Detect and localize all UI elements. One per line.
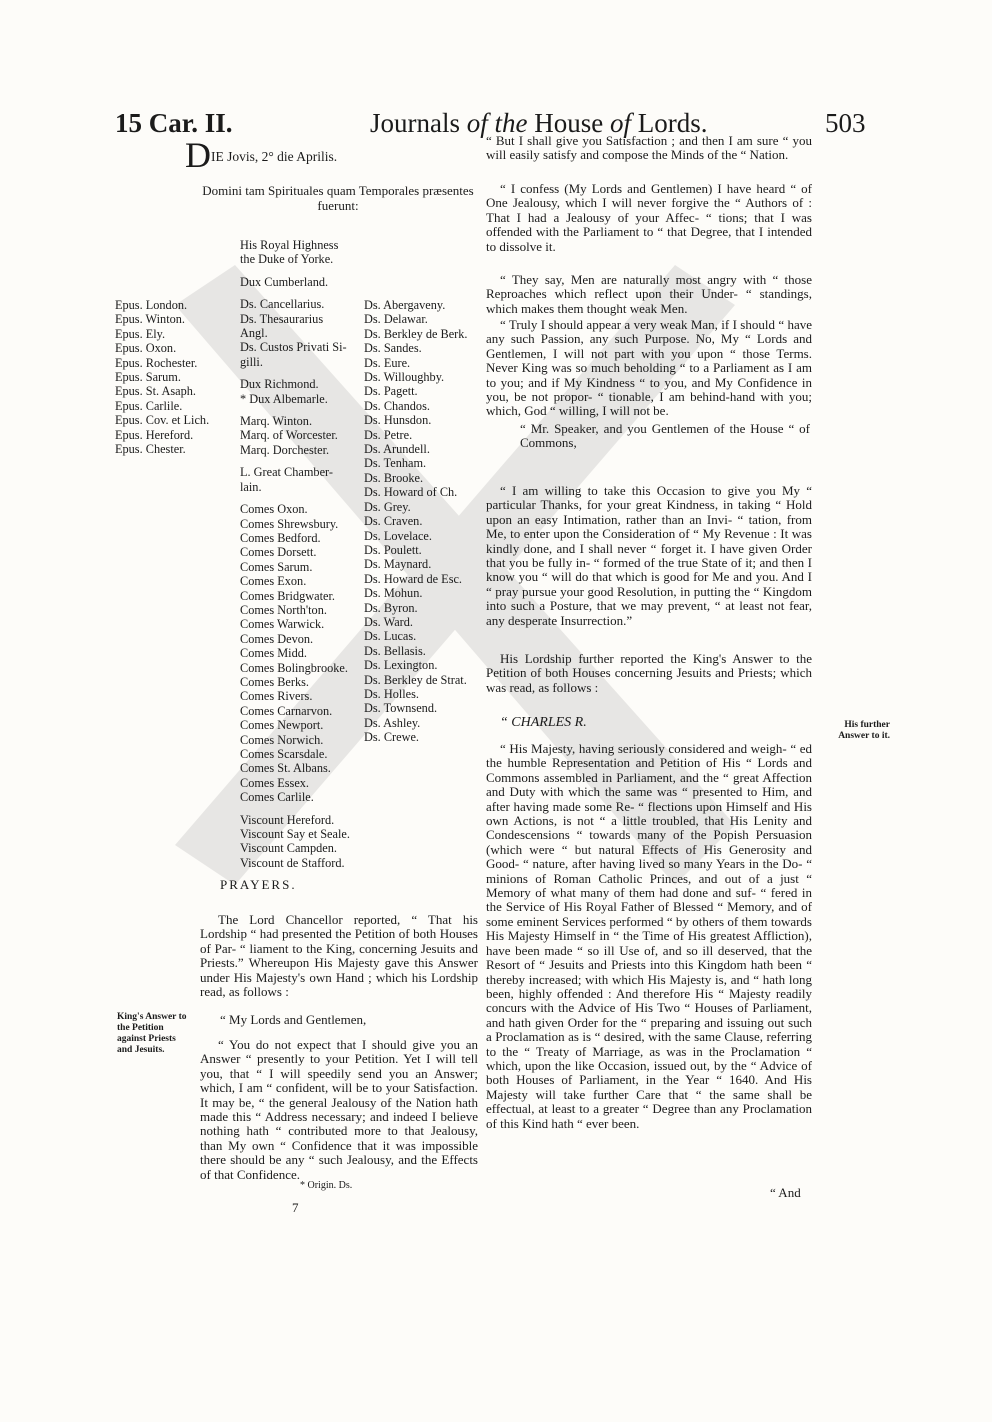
list-item: L. Great Chamber- xyxy=(240,465,333,480)
list-item: Ds. Maynard. xyxy=(364,557,432,572)
right-para-6: “ I am willing to take this Occasion to give you My “ particular Thanks, for your great Kindness, in taking “ Hold upon an easy Intimation, rather than an Invi- “ tation, from Me, to enter upon the Consideration of “ My Revenue : It was kindly done, and I shall never “ forget it. I have given Order that you be fully in- “ formed of the true State of it; and then I know you “ will do that which is good for Me and you. And I “ pray pursue your good Resolution, in putting the “ Kingdom into such a Posture, that we may prevent, “ at least not fear, any desperate Insurrection.” xyxy=(486,483,812,628)
king-answer: “ You do not expect that I should give you an Answer “ presently to your Petition. Yet I will tell you, that “ I will speedily send you an Answer; which, I am “ confident, will be to your Satisfaction. It may be, “ the general Jealousy of the Nation hath made this “ Address necessary; and indeed I believe nothing hath “ contributed more to that Jealousy, than My own “ Confidence that it was impossible there should be any “ such Jealousy, and the Effects of that Confidence. xyxy=(200,1037,478,1182)
list-item: Ds. Chandos. xyxy=(364,398,430,413)
list-item: Comes Exon. xyxy=(240,574,307,589)
journal-title: Journals of the House of Lords. xyxy=(370,108,708,138)
right-para-2: “ I confess (My Lords and Gentlemen) I have heard “ of One Jealousy, which I will never forgive the “ Authors of : That I had a Jealousy of your Affec- “ tions; that I was offended with the Parliament to “ that Degree, that I intended to dissolve it. xyxy=(486,181,812,254)
list-item: gilli. xyxy=(240,354,263,369)
list-item: Ds. Delawar. xyxy=(364,312,428,327)
regnal-year: 15 Car. II. xyxy=(115,108,233,138)
list-item: Epus. Hereford. xyxy=(115,427,194,442)
right-para-3: “ They say, Men are naturally most angry with “ those Reproaches which reflect upon their Under- “ standings, which makes them thought weak Men. xyxy=(486,272,812,316)
list-item: Ds. Cancellarius. xyxy=(240,297,325,312)
list-item: Ds. Townsend. xyxy=(364,701,438,716)
list-item: Ds. Sandes. xyxy=(364,341,422,356)
list-item: Ds. Berkley de Strat. xyxy=(364,672,467,687)
right-para-9: “ His Majesty, having seriously considered and weigh- “ ed the humble Representation and Petition of His “ Lords and Commons assembled in Parliament, and the “ great Affection and Duty with which the same was “ presented to Him, and after having made some Re- “ flections upon Himself and His own Actions, is not “ a little troubled, that His Lenity and Condescensions “ towards many of the Popish Persuasion (which were “ but natural Effects of His Generosity and Good- “ nature, after having lived so many Years in the Do- “ minions of Roman Catholic Princes, and out of a just “ Memory of what many of them had done and suf- “ fered in the Service of His Royal Father of Blessed “ Memory, and of some eminent Services performed “ by others of them towards His Majesty Himself in “ the Time of His greatest Affliction), have been made “ so ill Use of, and so ill deserved, that the Resort of “ Jesuits and Priests into this Kingdom hath been “ thereby increased; with which His Majesty is, and “ hath long been, highly offended : And therefore His “ Majesty readily concurs with the Advice of His Two “ Houses of Parliament, and hath given Order for the “ preparing and issuing out such a Proclamation as is “ desired, with the same Clause, referring to the “ Treaty of Marriage, as was in the Proclamation “ which, upon the like Occasion, issued out, by the “ Advice of both Houses of Parliament, in the Year “ 1640. And His Majesty will take further Care that “ the same shall be effectual, at least to a greater “ Degree than any Proclamation of this Kind hath “ ever been. xyxy=(486,741,812,1131)
date-line: DIE Jovis, 2° die Aprilis. xyxy=(185,135,338,175)
margin-note-right: His further Answer to it. xyxy=(838,720,890,741)
list-item: Comes Oxon. xyxy=(240,502,308,517)
right-para-7: His Lordship further reported the King's Answer to the Petition of both Houses concerning Jesuits and Priests; which was read, as follows : xyxy=(486,651,812,695)
list-item: Ds. Lovelace. xyxy=(364,528,432,543)
bishops-list xyxy=(115,298,209,456)
attendance-heading: Domini tam Spirituales quam Temporales præsentes fuerunt: xyxy=(202,183,474,213)
list-item: Ds. Eure. xyxy=(364,355,411,370)
list-item: Ds. Pagett. xyxy=(364,384,418,399)
list-item: Comes Rivers. xyxy=(240,689,313,704)
signature-charles: “ CHARLES R. xyxy=(500,715,587,730)
list-item: Comes Warwick. xyxy=(240,617,325,632)
list-item: Ds. Crewe. xyxy=(364,730,419,745)
list-item: Epus. Winton. xyxy=(115,312,185,327)
list-item: Marq. of Worcester. xyxy=(240,428,338,443)
list-item: Epus. St. Asaph. xyxy=(115,384,196,399)
list-item: Viscount de Stafford. xyxy=(240,855,345,870)
list-item: Comes Berks. xyxy=(240,674,309,689)
list-item: Epus. London. xyxy=(115,298,188,312)
list-item: Ds. Byron. xyxy=(364,600,418,615)
list-item: Dux Richmond. xyxy=(240,377,319,392)
list-item: Ds. Petre. xyxy=(364,427,413,442)
list-item: Epus. Cov. et Lich. xyxy=(115,413,210,428)
list-item: Viscount Hereford. xyxy=(240,812,335,827)
list-item: Marq. Dorchester. xyxy=(240,442,330,457)
list-item: Ds. Abergaveny. xyxy=(364,298,446,312)
list-item: Comes Dorsett. xyxy=(240,545,317,560)
list-item: Ds. Howard of Ch. xyxy=(364,485,458,500)
list-item: Comes North'ton. xyxy=(240,602,327,617)
list-item: Comes Bridgwater. xyxy=(240,588,335,603)
list-item: Comes Carnarvon. xyxy=(240,703,333,718)
list-item: Comes Shrewsbury. xyxy=(240,516,339,531)
right-para-5: “ Mr. Speaker, and you Gentlemen of the House “ of Commons, xyxy=(520,421,810,451)
list-item: Ds. Thesaurarius xyxy=(240,311,324,326)
list-item: Dux Cumberland. xyxy=(240,274,329,289)
list-item: Ds. Hunsdon. xyxy=(364,413,432,428)
list-item: Comes Newport. xyxy=(240,718,324,733)
list-item: Comes Carlile. xyxy=(240,790,314,805)
list-item: * Dux Albemarle. xyxy=(240,391,328,406)
prayers-heading: PRAYERS. xyxy=(220,877,297,892)
list-item: Ds. Mohun. xyxy=(364,586,423,601)
drop-cap: D xyxy=(185,135,211,175)
list-item: Ds. Poulett. xyxy=(364,542,422,557)
margin-note-left: King's Answer to the Petition against Priests and Jesuits. xyxy=(117,1012,187,1055)
list-item: Ds. Berkley de Berk. xyxy=(364,326,468,341)
list-item: Ds. Grey. xyxy=(364,499,411,514)
list-item: Comes Bolingbrooke. xyxy=(240,660,348,675)
peers-list: His Royal Highness the Duke of Yorke. Dux Cumberland. Ds. Cancellarius. Ds. Thesaurarius Angl. Ds. Custos Privati Si- gilli. Dux Richmond. * Dux Albemarle. Marq. Winton. Marq. of Worcester. Marq. Dorchester. L. Great Chamber- lain. Comes Oxon. Comes Shrewsbury. Comes Bedford. Comes Dorsett. Comes Sarum. Comes Exon. Comes Bridgwater. Comes North'ton. Comes Warwick. Comes Devon. Comes Midd. Comes Bolingbrooke. Comes Berks. Comes Rivers. Comes Carnarvon. Comes Newport. Comes Norwich. Comes Scarsdale. Comes St. Albans. Comes Essex. Comes Carlile. Viscount Hereford. Viscount Say et Seale. Viscount Campden. Viscount de Stafford. xyxy=(240,238,350,870)
list-item: Ds. Bellasis. xyxy=(364,643,426,658)
list-item: Viscount Say et Seale. xyxy=(240,827,350,842)
list-item: Ds. Custos Privati Si- xyxy=(240,340,347,355)
list-item: Comes Scarsdale. xyxy=(240,747,328,761)
list-item: Ds. Ward. xyxy=(364,614,413,629)
list-item: Epus. Sarum. xyxy=(115,370,181,385)
list-item: Epus. Ely. xyxy=(115,326,166,341)
list-item: Angl. xyxy=(240,326,268,341)
right-para-4: “ Truly I should appear a very weak Man, if I should “ have any such Passion, any such Purpose. No, My “ Lords and Gentlemen, I will not part with you upon “ those Terms. Never King was so much beholding “ to a Parliament as I am to you; and if My Kindness “ to you, and My Confidence in you, be not propor- “ tionable, I am behind-hand with you; which, God “ willing, I will not be. xyxy=(486,317,812,419)
list-item: Ds. Holles. xyxy=(364,686,419,701)
list-item: Comes Bedford. xyxy=(240,530,321,545)
list-item: Ds. Brooke. xyxy=(364,470,424,485)
list-item: Comes St. Albans. xyxy=(240,761,331,776)
list-item: Ds. Ashley. xyxy=(364,715,421,730)
list-item: Viscount Campden. xyxy=(240,841,337,856)
page-number: 503 xyxy=(825,108,866,138)
list-item: Comes Midd. xyxy=(240,646,307,661)
salutation: “ My Lords and Gentlemen, xyxy=(220,1012,367,1027)
signature-mark: 7 xyxy=(292,1200,299,1215)
list-item: Ds. Craven. xyxy=(364,514,423,529)
list-item: Comes Sarum. xyxy=(240,559,313,574)
list-item: lain. xyxy=(240,479,262,494)
list-item: Marq. Winton. xyxy=(240,414,313,429)
list-item: Epus. Carlile. xyxy=(115,398,183,413)
footnote: * Origin. Ds. xyxy=(300,1180,353,1191)
barons-list xyxy=(364,298,467,745)
catchword: “ And xyxy=(770,1185,801,1200)
list-item: Ds. Lexington. xyxy=(364,658,438,673)
chancellor-report: The Lord Chancellor reported, “ That his Lordship “ had presented the Petition of both Houses of Par- “ liament to the King, concerning Jesuits and Priests.” Whereupon His Majesty gave this Answer under His Majesty's own Hand ; which his Lordship read, as follows : xyxy=(200,912,478,1000)
list-item: Epus. Oxon. xyxy=(115,341,177,356)
list-item: Comes Norwich. xyxy=(240,732,324,747)
list-item: Ds. Lucas. xyxy=(364,629,417,644)
list-item: Epus. Rochester. xyxy=(115,355,198,370)
list-item: Epus. Chester. xyxy=(115,442,186,457)
list-item: Ds. Arundell. xyxy=(364,442,430,457)
list-item: Comes Devon. xyxy=(240,631,314,646)
right-para-1: “ But I shall give you Satisfaction ; and then I am sure “ you will easily satisfy and compose the Minds of the “ Nation. xyxy=(486,133,812,163)
list-item: Ds. Willoughby. xyxy=(364,370,445,385)
list-item: Comes Essex. xyxy=(240,775,309,790)
list-item: Ds. Howard de Esc. xyxy=(364,571,463,586)
list-item: Ds. Tenham. xyxy=(364,456,427,471)
